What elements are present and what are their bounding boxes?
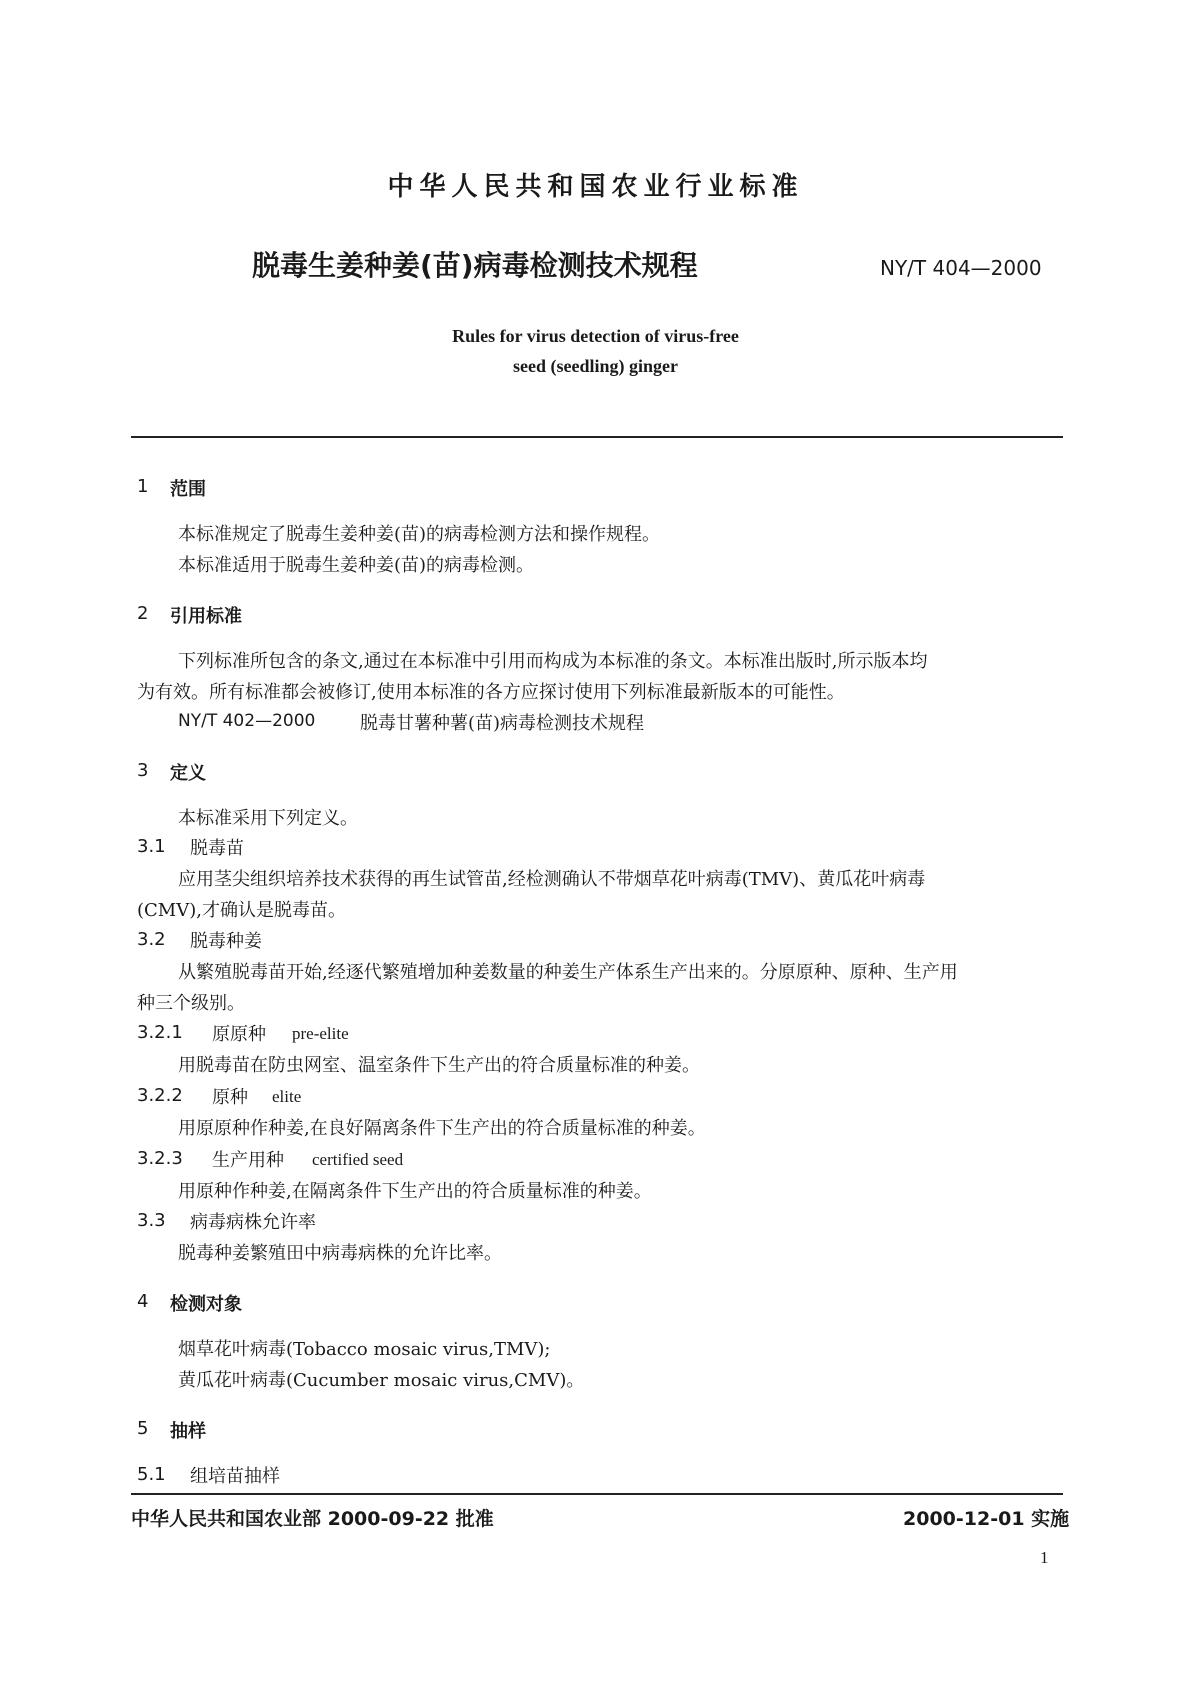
english-title-line1: Rules for virus detection of virus-free [452, 326, 739, 346]
reference-standard-number: NY/T 402—2000 [178, 711, 316, 731]
clause-3-2-2-text: 用原原种作种姜,在良好隔离条件下生产出的符合质量标准的种姜。 [178, 1118, 706, 1139]
section-5-title: 抽样 [170, 1421, 206, 1442]
clause-3-2-1-english: pre-elite [292, 1024, 349, 1043]
clause-3-2-3-english: certified seed [312, 1150, 404, 1169]
clause-3-2-text-line-1: 从繁殖脱毒苗开始,经逐代繁殖增加种姜数量的种姜生产体系生产出来的。分原原种、原种、生产用 [178, 962, 958, 983]
section-4-item-1: 烟草花叶病毒(Tobacco mosaic virus,TMV); [178, 1339, 551, 1360]
header-divider [131, 436, 1063, 438]
clause-3-2-3-text: 用原种作种姜,在隔离条件下生产出的符合质量标准的种姜。 [178, 1181, 652, 1202]
effective-date: 2000-12-01 实施 [903, 1508, 1070, 1530]
section-2-para-line-2: 为有效。所有标准都会被修订,使用本标准的各方应探讨使用下列标准最新版本的可能性。 [137, 682, 845, 703]
english-title-line2: seed (seedling) ginger [513, 356, 678, 376]
clause-3-2-2-number: 3.2.2 [137, 1085, 183, 1106]
section-1-title: 范围 [170, 479, 206, 500]
section-2-number: 2 [137, 603, 149, 624]
clause-3-2-1-text: 用脱毒苗在防虫网室、温室条件下生产出的符合质量标准的种姜。 [178, 1055, 700, 1076]
clause-3-2-term: 脱毒种姜 [190, 931, 262, 952]
section-2-title: 引用标准 [170, 606, 242, 627]
clause-3-2-3-term: 生产用种 [212, 1150, 284, 1171]
section-5-number: 5 [137, 1418, 149, 1439]
clause-3-3-text: 脱毒种姜繁殖田中病毒病株的允许比率。 [178, 1243, 502, 1264]
clause-3-2-number: 3.2 [137, 929, 166, 950]
clause-3-3-number: 3.3 [137, 1210, 166, 1231]
standard-number: NY/T 404—2000 [880, 256, 1042, 280]
clause-3-1-text-line-2: (CMV),才确认是脱毒苗。 [137, 900, 346, 921]
clause-3-2-3-number: 3.2.3 [137, 1148, 183, 1169]
section-3-title: 定义 [170, 763, 206, 784]
section-1-number: 1 [137, 476, 149, 497]
section-3-intro: 本标准采用下列定义。 [178, 808, 358, 829]
reference-standard-title: 脱毒甘薯种薯(苗)病毒检测技术规程 [360, 713, 645, 734]
clause-5-1-number: 5.1 [137, 1464, 166, 1485]
clause-3-2-2-english: elite [272, 1087, 302, 1106]
section-4-number: 4 [137, 1291, 149, 1312]
section-3-number: 3 [137, 760, 149, 781]
org-title: 中华人民共和国农业行业标准 [387, 172, 804, 202]
clause-3-2-1-term: 原原种 [212, 1024, 266, 1045]
approval-line: 中华人民共和国农业部 2000-09-22 批准 [131, 1508, 494, 1530]
clause-3-2-text-line-2: 种三个级别。 [137, 993, 245, 1014]
clause-3-2-2-term: 原种 [212, 1087, 248, 1108]
page-number: 1 [1040, 1548, 1049, 1567]
section-4-title: 检测对象 [170, 1294, 242, 1315]
section-1-para-1: 本标准规定了脱毒生姜种姜(苗)的病毒检测方法和操作规程。 [178, 524, 661, 545]
clause-3-2-1-number: 3.2.1 [137, 1022, 183, 1043]
section-2-para-line-1: 下列标准所包含的条文,通过在本标准中引用而构成为本标准的条文。本标准出版时,所示版本均 [178, 651, 928, 672]
section-4-item-2: 黄瓜花叶病毒(Cucumber mosaic virus,CMV)。 [178, 1370, 585, 1391]
clause-3-3-term: 病毒病株允许率 [190, 1212, 316, 1233]
document-title: 脱毒生姜种姜(苗)病毒检测技术规程 [252, 249, 698, 282]
footer-divider [131, 1493, 1063, 1495]
clause-3-1-text-line-1: 应用茎尖组织培养技术获得的再生试管苗,经检测确认不带烟草花叶病毒(TMV)、黄瓜花叶病毒 [178, 869, 926, 890]
clause-3-1-number: 3.1 [137, 836, 166, 857]
clause-3-1-term: 脱毒苗 [190, 838, 244, 859]
section-1-para-2: 本标准适用于脱毒生姜种姜(苗)的病毒检测。 [178, 555, 535, 576]
clause-5-1-title: 组培苗抽样 [190, 1466, 280, 1487]
